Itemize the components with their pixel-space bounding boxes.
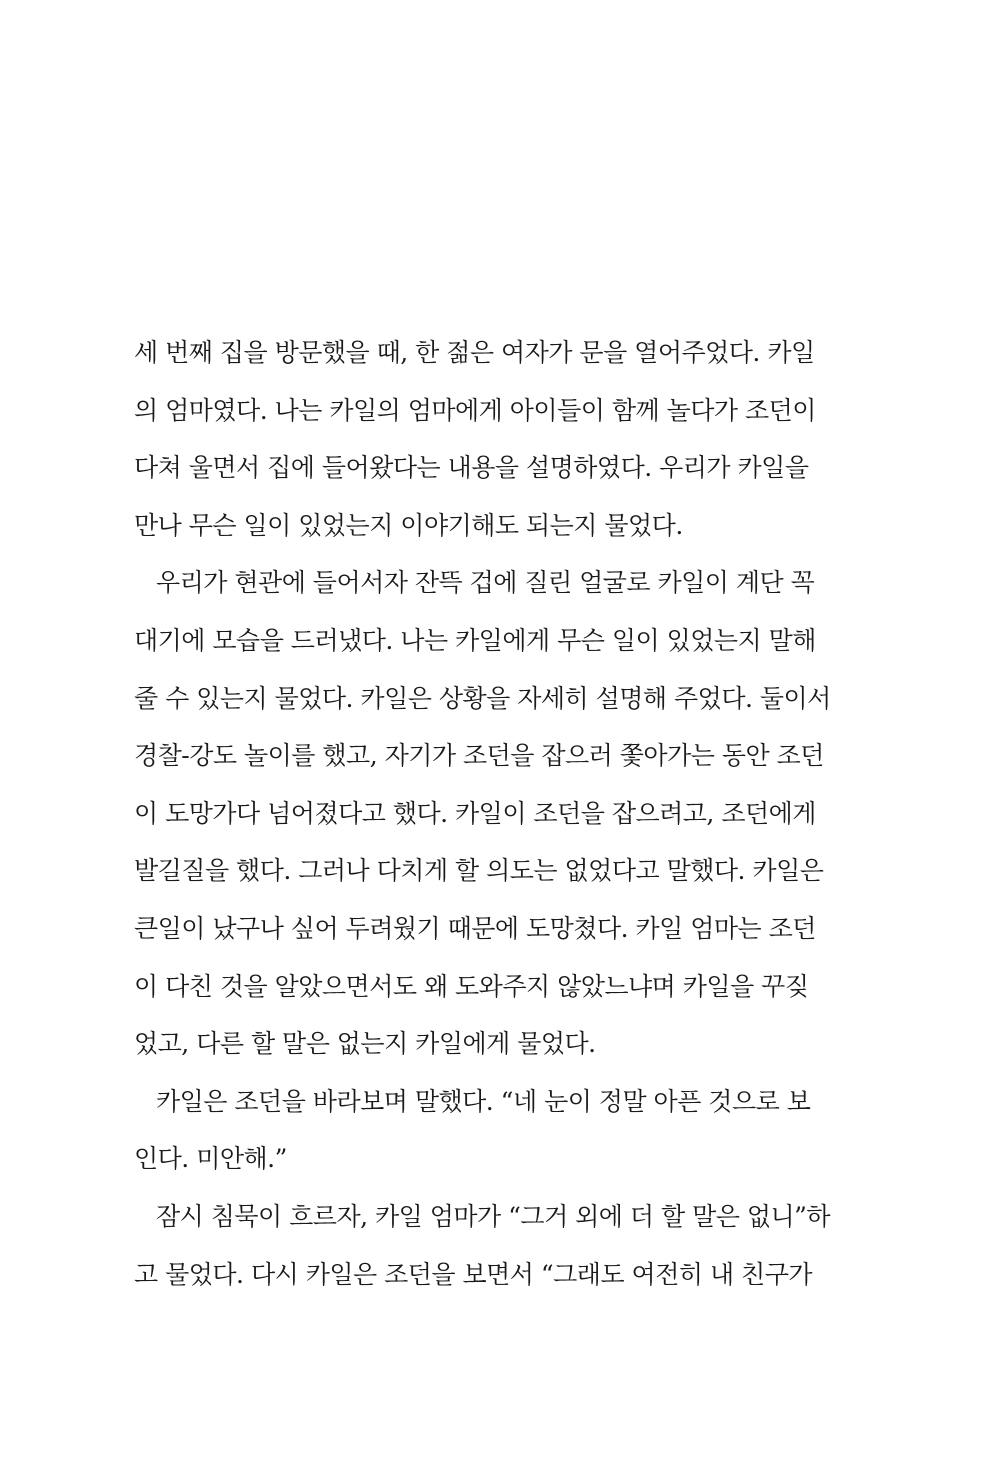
text-line: 발길질을 했다. 그러나 다치게 할 의도는 없었다고 말했다. 카일은 xyxy=(134,856,824,886)
text-line: 세 번째 집을 방문했을 때, 한 젊은 여자가 문을 열어주었다. 카일 xyxy=(134,338,815,367)
text-line: 만나 무슨 일이 있었는지 이야기해도 되는지 물었다. xyxy=(134,510,683,540)
text-line: 우리가 현관에 들어서자 잔뜩 겁에 질린 얼굴로 카일이 계단 꼭 xyxy=(156,568,815,598)
text-line: 대기에 모습을 드러냈다. 나는 카일에게 무슨 일이 있었는지 말해 xyxy=(134,625,816,655)
text-line: 고 물었다. 다시 카일은 조던을 보면서 “그래도 여전히 내 친구가 xyxy=(134,1259,813,1289)
text-line: 카일은 조던을 바라보며 말했다. “네 눈이 정말 아픈 것으로 보 xyxy=(156,1086,811,1116)
text-line: 이 도망가다 넘어졌다고 했다. 카일이 조던을 잡으려고, 조던에게 xyxy=(134,798,816,828)
text-line: 줄 수 있는지 물었다. 카일은 상황을 자세히 설명해 주었다. 둘이서 xyxy=(134,683,831,713)
text-line: 다쳐 울면서 집에 들어왔다는 내용을 설명하였다. 우리가 카일을 xyxy=(134,453,809,483)
text-line: 의 엄마였다. 나는 카일의 엄마에게 아이들이 함께 놀다가 조던이 xyxy=(134,395,816,425)
text-line: 인다. 미안해.” xyxy=(134,1144,287,1174)
text-line: 잠시 침묵이 흐르자, 카일 엄마가 “그거 외에 더 할 말은 없니”하 xyxy=(156,1201,831,1231)
text-line: 었고, 다른 할 말은 없는지 카일에게 물었다. xyxy=(134,1029,596,1059)
body-text xyxy=(134,324,834,1303)
text-line: 경찰-강도 놀이를 했고, 자기가 조던을 잡으러 쫓아가는 동안 조던 xyxy=(134,741,824,771)
text-line: 큰일이 났구나 싶어 두려웠기 때문에 도망쳤다. 카일 엄마는 조던 xyxy=(134,913,816,943)
text-line: 이 다친 것을 알았으면서도 왜 도와주지 않았느냐며 카일을 꾸짖 xyxy=(134,971,809,1001)
